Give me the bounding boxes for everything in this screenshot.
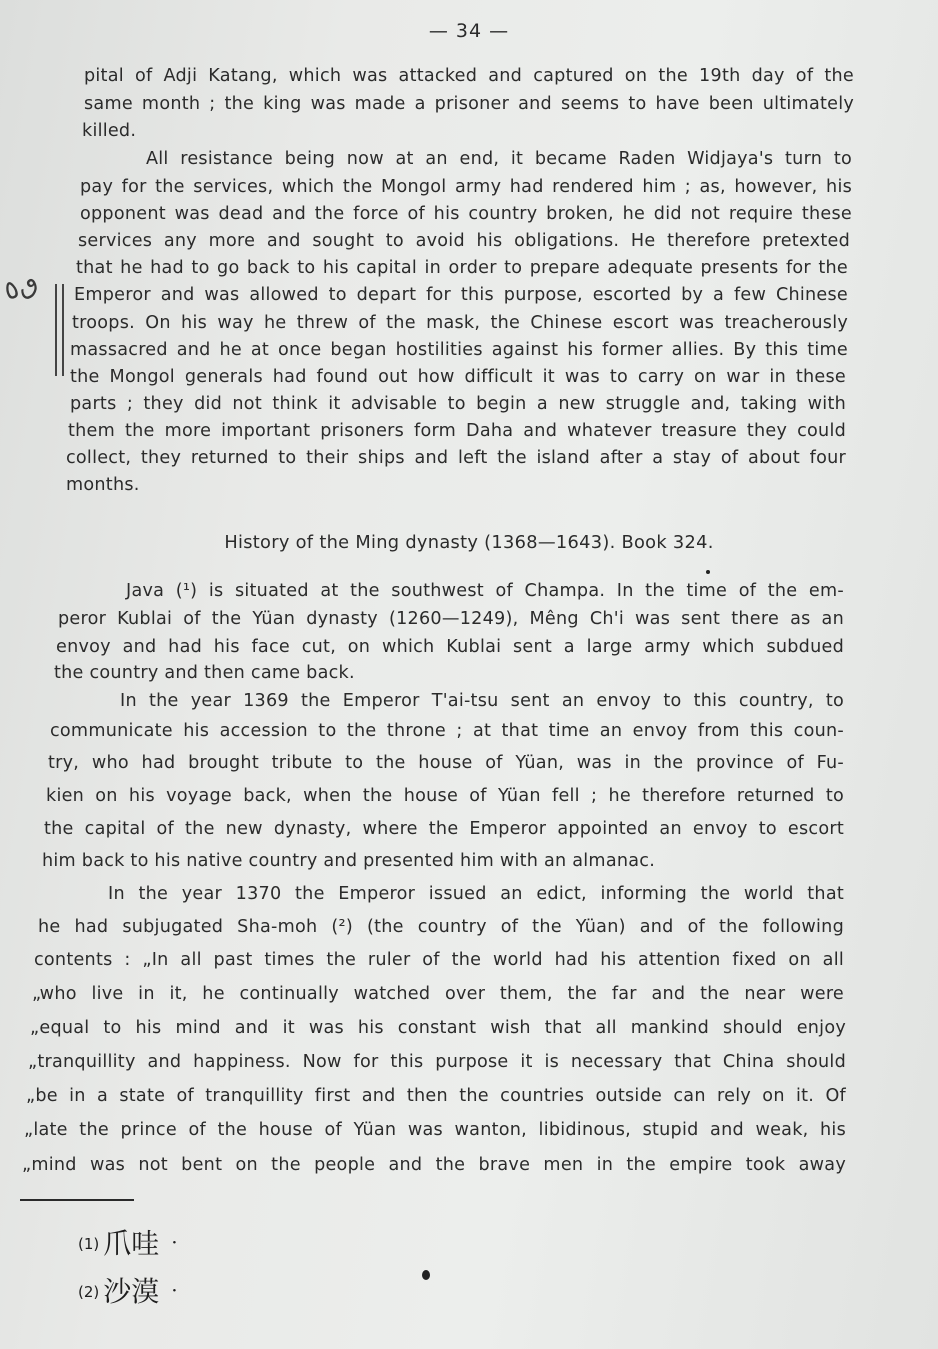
section2-line: him back to his native country and presented him with an almanac.: [42, 851, 656, 871]
section2-line: peror Kublai of the Yüan dynasty (1260—1249), Mêng Ch'i was sent there as an: [58, 609, 844, 629]
section1-line: months.: [66, 475, 140, 495]
section2-line: kien on his voyage back, when the house of Yüan fell ; he therefore returned to: [46, 786, 844, 806]
footnote-1-dot: ·: [171, 1230, 178, 1254]
section2-line: he had subjugated Sha-moh (²) (the country of the Yüan) and of the following: [38, 917, 844, 937]
section1-line: Emperor and was allowed to depart for this purpose, escorted by a few Chinese: [74, 285, 848, 305]
section2-line: „equal to his mind and it was his constant wish that all mankind should enjoy: [30, 1018, 846, 1038]
footnote-2: [78, 1270, 178, 1310]
section1-line: pital of Adji Katang, which was attacked and captured on the 19th day of the: [84, 66, 854, 86]
section2-line: the country and then came back.: [54, 663, 355, 683]
section1-line: collect, they returned to their ships and left the island after a stay of about four: [66, 448, 846, 468]
section2-line: In the year 1369 the Emperor T'ai-tsu sent an envoy to this country, to: [120, 691, 844, 711]
section1-line: the Mongol generals had found out how difficult it was to carry on war in these: [70, 367, 846, 387]
section2-line: try, who had brought tribute to the house of Yüan, was in the province of Fu-: [48, 753, 844, 773]
section1-line: pay for the services, which the Mongol army had rendered him ; as, however, his: [80, 177, 852, 197]
section1-line: troops. On his way he threw of the mask, the Chinese escort was treacherously: [72, 313, 848, 333]
section2-line: contents : „In all past times the ruler of the world had his attention fixed on all: [34, 950, 844, 970]
section1-line: services any more and sought to avoid his obligations. He therefore pretexted: [78, 231, 850, 251]
section1-line: massacred and he at once began hostilities against his former allies. By this time: [70, 340, 848, 360]
section2-line: „who live in it, he continually watched over them, the far and the near were: [32, 984, 844, 1004]
footnote-2-mark: (2): [78, 1283, 100, 1301]
section2-line: „late the prince of the house of Yüan was wanton, libidinous, stupid and weak, his: [24, 1120, 846, 1140]
section1-line: that he had to go back to his capital in order to prepare adequate presents for the: [76, 258, 848, 278]
margin-handwritten-note: ٯ٥: [0, 267, 43, 307]
footnote-1-text: 爪哇: [103, 1227, 160, 1260]
section1-line: All resistance being now at an end, it became Raden Widjaya's turn to: [146, 149, 852, 169]
footnote-1-mark: (1): [78, 1235, 100, 1253]
section2-line: „tranquillity and happiness. Now for this purpose it is necessary that China should: [28, 1052, 846, 1072]
section1-line: parts ; they did not think it advisable to begin a new struggle and, taking with: [70, 394, 846, 414]
section1-line: killed.: [82, 121, 137, 141]
ink-speck: [422, 1270, 430, 1280]
page-number: — 34 —: [428, 20, 510, 42]
section2-line: „mind was not bent on the people and the brave men in the empire took away: [22, 1155, 846, 1175]
footnote-rule: [20, 1199, 134, 1201]
section2-line: Java (¹) is situated at the southwest of Champa. In the time of the em-: [126, 581, 844, 601]
ink-speck: [706, 570, 710, 574]
section-heading: History of the Ming dynasty (1368—1643). Book 324.: [224, 532, 714, 553]
section2-line: „be in a state of tranquillity first and then the countries outside can rely on it. Of: [26, 1086, 846, 1106]
section2-line: communicate his accession to the throne ; at that time an envoy from this coun-: [50, 721, 844, 741]
section1-line: same month ; the king was made a prisoner and seems to have been ultimately: [84, 94, 854, 114]
footnote-2-dot: ·: [171, 1278, 178, 1302]
margin-sidebar-mark: [55, 284, 64, 376]
section2-line: envoy and had his face cut, on which Kublai sent a large army which subdued: [56, 637, 844, 657]
section2-line: In the year 1370 the Emperor issued an edict, informing the world that: [108, 884, 844, 904]
section1-line: them the more important prisoners form Daha and whatever treasure they could: [68, 421, 846, 441]
footnote-2-text: 沙漠: [103, 1275, 160, 1308]
section2-line: the capital of the new dynasty, where the Emperor appointed an envoy to escort: [44, 819, 844, 839]
section1-line: opponent was dead and the force of his country broken, he did not require these: [80, 204, 852, 224]
footnote-1: [78, 1222, 178, 1262]
